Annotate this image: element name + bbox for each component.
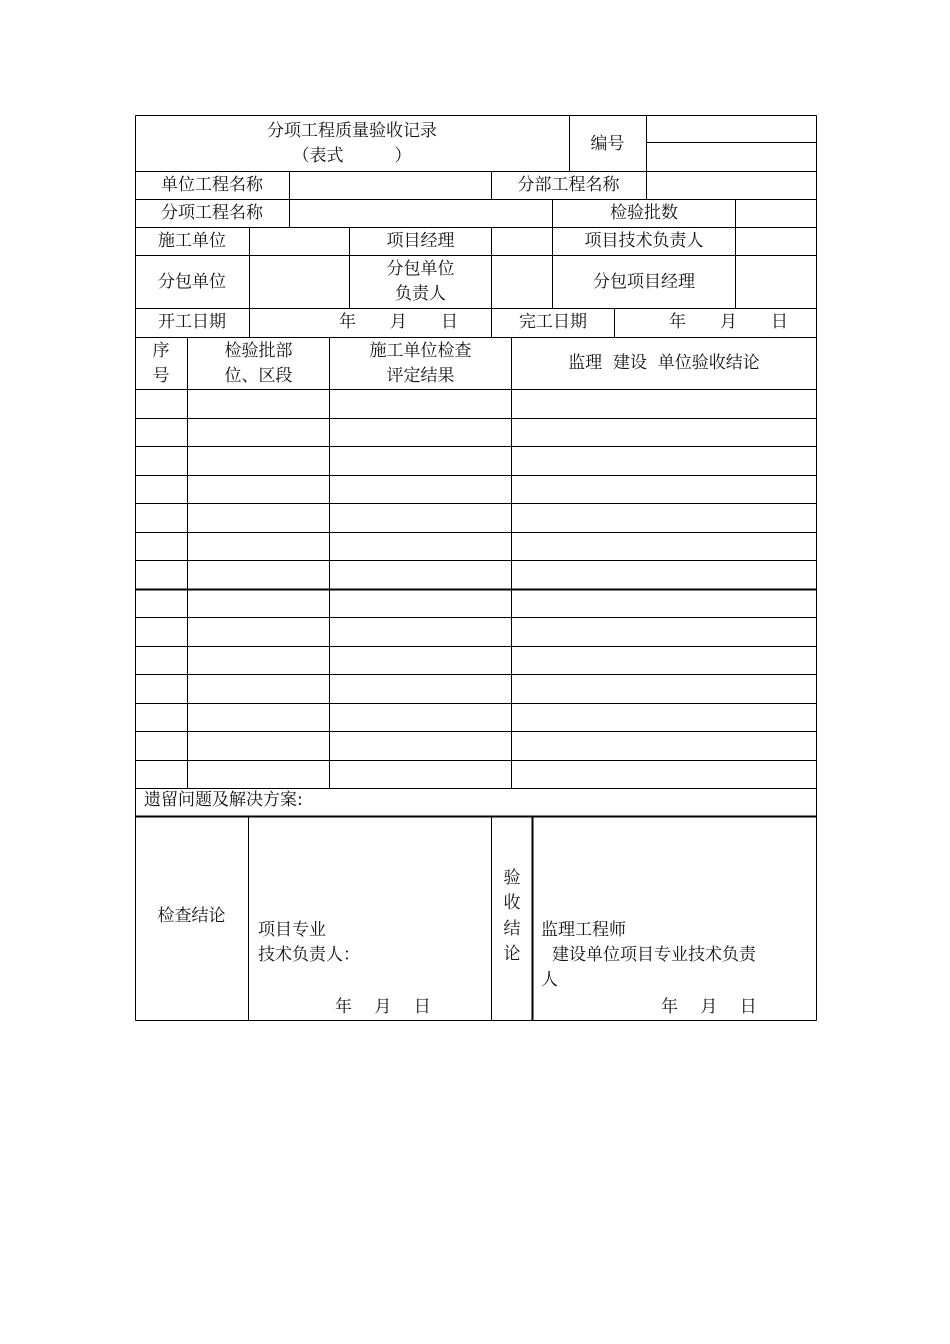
project-manager-label: 项目经理: [386, 231, 455, 251]
accept-date[interactable]: 年 月 日: [661, 997, 757, 1017]
accept-label-3: 结: [503, 919, 521, 939]
table-row[interactable]: [136, 647, 816, 675]
subcontract-leader-label: 分包单位: [386, 259, 455, 279]
subitem-project-name-label: 分项工程名称: [161, 203, 263, 223]
table-row[interactable]: [136, 533, 816, 561]
pro-tech-label-2: 技术负责人：: [258, 945, 360, 965]
col-conclusion-header: 监理 建设 单位验收结论: [568, 353, 760, 373]
table-row[interactable]: [136, 590, 816, 618]
col-seq-header-2: 号: [152, 366, 170, 386]
accept-label-2: 收: [503, 893, 521, 913]
code-field-1[interactable]: [647, 116, 816, 142]
owner-tech-label-2: 人: [541, 970, 558, 990]
technical-leader-field[interactable]: [736, 228, 816, 255]
check-date[interactable]: 年 月 日: [335, 997, 431, 1017]
form-subtitle: （表式 ）: [292, 146, 412, 166]
unit-project-name-label: 单位工程名称: [161, 175, 263, 195]
pro-tech-label: 项目专业: [258, 920, 326, 940]
subcontract-leader-field[interactable]: [492, 256, 552, 307]
col-result-header: 施工单位检查: [369, 341, 472, 361]
subitem-project-name-field[interactable]: [290, 200, 552, 227]
batch-count-label: 检验批数: [610, 203, 678, 223]
table-row[interactable]: [136, 447, 816, 475]
construction-unit-label: 施工单位: [158, 231, 226, 251]
issues-label: 遗留问题及解决方案:: [144, 790, 303, 810]
acceptance-record-form: [135, 115, 817, 1021]
table-row[interactable]: [136, 419, 816, 447]
table-row[interactable]: [136, 704, 816, 732]
col-batch-header: 检验批部: [224, 341, 293, 361]
finish-date-ymd[interactable]: 年 月 日: [669, 312, 788, 332]
subcontract-manager-field[interactable]: [736, 256, 816, 307]
start-date-label: 开工日期: [158, 312, 226, 332]
owner-tech-label: 建设单位项目专业技术负责: [552, 945, 756, 965]
code-label: 编号: [590, 134, 625, 154]
division-project-name-label: 分部工程名称: [517, 175, 620, 195]
accept-label-1: 验: [503, 868, 521, 888]
col-seq-header: 序: [152, 341, 170, 361]
project-manager-field[interactable]: [492, 228, 552, 255]
code-field-2[interactable]: [647, 143, 816, 170]
table-row[interactable]: [136, 732, 816, 760]
table-row[interactable]: [136, 390, 816, 418]
division-project-name-field[interactable]: [647, 172, 816, 199]
subcontract-leader-label-2: 负责人: [395, 284, 446, 304]
subcontract-manager-label: 分包项目经理: [593, 272, 695, 292]
finish-date-label: 完工日期: [519, 312, 587, 332]
check-conclusion-label: 检查结论: [157, 906, 226, 926]
table-row[interactable]: [136, 618, 816, 646]
start-date-ymd[interactable]: 年 月 日: [339, 312, 458, 332]
batch-count-field[interactable]: [736, 200, 816, 227]
table-row[interactable]: [136, 675, 816, 703]
form-title: 分项工程质量验收记录: [267, 121, 437, 141]
accept-label-4: 论: [503, 944, 521, 964]
subcontract-unit-field[interactable]: [250, 256, 349, 307]
table-row[interactable]: [136, 561, 816, 589]
subcontract-unit-label: 分包单位: [158, 272, 226, 292]
table-row[interactable]: [136, 476, 816, 504]
construction-unit-field[interactable]: [250, 228, 349, 255]
technical-leader-label: 项目技术负责人: [584, 231, 704, 251]
table-row[interactable]: [136, 504, 816, 532]
unit-project-name-field[interactable]: [290, 172, 490, 199]
supervisor-label: 监理工程师: [541, 920, 626, 940]
col-batch-header-2: 位、区段: [224, 366, 293, 386]
col-result-header-2: 评定结果: [386, 366, 455, 386]
table-row[interactable]: [136, 761, 816, 789]
